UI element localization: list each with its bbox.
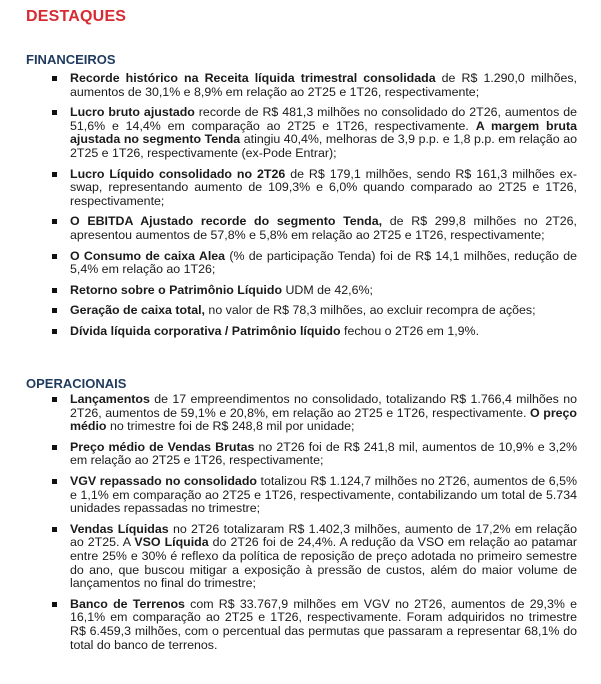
highlight-text: Recorde histórico na Receita líquida trimestral consolidada xyxy=(70,71,436,85)
list-item xyxy=(0,475,601,516)
square-bullet-icon xyxy=(52,479,57,484)
body-text: totalizou R$ 1.124,7 milhões no 2T26, aumentos de 6,5% e 1,1% em comparação ao 2T25 e 1T26, respectivamente, contabilizando um total de 5.734 unidades repassadas no trimestre; xyxy=(70,473,577,516)
list-item xyxy=(0,72,601,99)
list-item xyxy=(0,598,601,652)
highlight-text: A margem bruta ajustada no segmento Tenda xyxy=(70,118,577,147)
square-bullet-icon xyxy=(52,76,57,81)
square-bullet-icon xyxy=(52,445,57,450)
list-item xyxy=(0,393,601,434)
square-bullet-icon xyxy=(52,308,57,313)
body-text: no valor de R$ 78,3 milhões, ao excluir recompra de ações; xyxy=(204,303,536,318)
body-text: do 2T26 foi de 24,4%. A redução da VSO em relação ao patamar entre 25% e 30% é reflexo da política de reposição de preço adotada no primeiro semestre do ano, que buscou mitigar a exposição à pressão de custos, além do maior volume de lançamentos no final do trimestre; xyxy=(70,535,577,591)
highlight-text: Lucro Líquido consolidado no 2T26 xyxy=(70,166,286,181)
square-bullet-icon xyxy=(52,397,57,402)
highlight-text: Lançamentos xyxy=(70,392,150,406)
highlight-text: VGV repassado no consolidado xyxy=(70,473,257,488)
body-text: de R$ 1.290,0 milhões, aumentos de 30,1% e 8,9% em relação ao 2T25 e 1T26, respectivamente; xyxy=(70,71,577,99)
highlight-text: Geração de caixa total, xyxy=(70,303,205,318)
square-bullet-icon xyxy=(52,172,57,177)
highlight-text: VSO Líquida xyxy=(134,535,209,550)
body-text: no 2T26 foi de R$ 241,8 mil, aumentos de 10,9% e 3,2% em relação ao 2T25 e 1T26, respectivamente; xyxy=(70,439,577,468)
section-heading-operacionais: OPERACIONAIS xyxy=(26,376,127,391)
highlight-text: Vendas Líquidas xyxy=(70,521,169,536)
body-text: de R$ 299,8 milhões no 2T26, apresentou aumentos de 57,8% e 5,8% em relação ao 2T25 e 1T26, respectivamente; xyxy=(70,214,578,242)
highlight-text: O EBITDA Ajustado recorde do segmento Tenda, xyxy=(70,214,383,229)
highlight-text: Lucro bruto ajustado xyxy=(70,105,195,120)
body-text: de R$ 179,1 milhões, sendo R$ 161,3 milhões ex-swap, representando aumento de 109,3% e 6,0% quando comparado ao 2T25 e 1T26, respectivamente; xyxy=(70,166,577,208)
financeiros-list xyxy=(0,72,601,346)
highlight-text: Banco de Terrenos xyxy=(70,596,185,611)
list-item xyxy=(0,523,601,591)
section-heading-financeiros: FINANCEIROS xyxy=(26,52,116,67)
list-item xyxy=(0,284,601,298)
square-bullet-icon xyxy=(52,527,57,532)
body-text: com R$ 33.767,9 milhões em VGV no 2T26, aumentos de 29,3% e 16,1% em comparação ao 2T25 e 1T26, respectivamente. Foram adquiridos no trimestre R$ 6.459,3 milhões, com o percentual das permutas que passaram a representar 68,1% do total do banco de terrenos. xyxy=(70,596,577,652)
square-bullet-icon xyxy=(52,254,57,259)
body-text: de 17 empreendimentos no consolidado, totalizando R$ 1.766,4 milhões no 2T26, aumentos de 59,1% e 20,8%, em relação ao 2T25 e 1T26, respectivamente. xyxy=(70,392,577,420)
list-item xyxy=(0,441,601,468)
list-item xyxy=(0,250,601,277)
highlight-text: Dívida líquida corporativa / Patrimônio líquido xyxy=(70,323,341,338)
list-item xyxy=(0,168,601,209)
list-item xyxy=(0,304,601,318)
highlight-text: Retorno sobre o Patrimônio Líquido xyxy=(70,282,283,297)
operacionais-list xyxy=(0,393,601,659)
body-text: UDM de 42,6%; xyxy=(282,282,373,297)
body-text: no 2T26 totalizaram R$ 1.402,3 milhões, aumento de 17,2% em relação ao 2T25. A xyxy=(70,521,578,550)
square-bullet-icon xyxy=(52,110,57,115)
body-text: no trimestre foi de R$ 248,8 mil por unidade; xyxy=(106,419,355,434)
square-bullet-icon xyxy=(52,602,57,607)
list-item xyxy=(0,215,601,242)
list-item xyxy=(0,106,601,160)
list-item xyxy=(0,325,601,339)
square-bullet-icon xyxy=(52,329,57,334)
square-bullet-icon xyxy=(52,219,57,224)
highlight-text: O preço médio xyxy=(70,405,577,434)
body-text: recorde de R$ 481,3 milhões no consolidado do 2T26, aumentos de 51,6% e 14,4% em comparação ao 2T25 e 1T26, respectivamente. xyxy=(70,105,577,133)
body-text: atingiu 40,4%, melhoras de 3,9 p.p. e 1,8 p.p. em relação ao 2T25 e 1T26, respectivamente (ex-Pode Entrar); xyxy=(70,132,577,160)
highlight-text: Preço médio de Vendas Brutas xyxy=(70,439,255,454)
square-bullet-icon xyxy=(52,288,57,293)
page-title: DESTAQUES xyxy=(26,8,127,25)
body-text: (% de participação Tenda) foi de R$ 14,1 milhões, redução de 5,4% em relação ao 1T26; xyxy=(70,248,578,277)
highlight-text: O Consumo de caixa Alea xyxy=(70,248,226,263)
body-text: fechou o 2T26 em 1,9%. xyxy=(340,323,480,338)
